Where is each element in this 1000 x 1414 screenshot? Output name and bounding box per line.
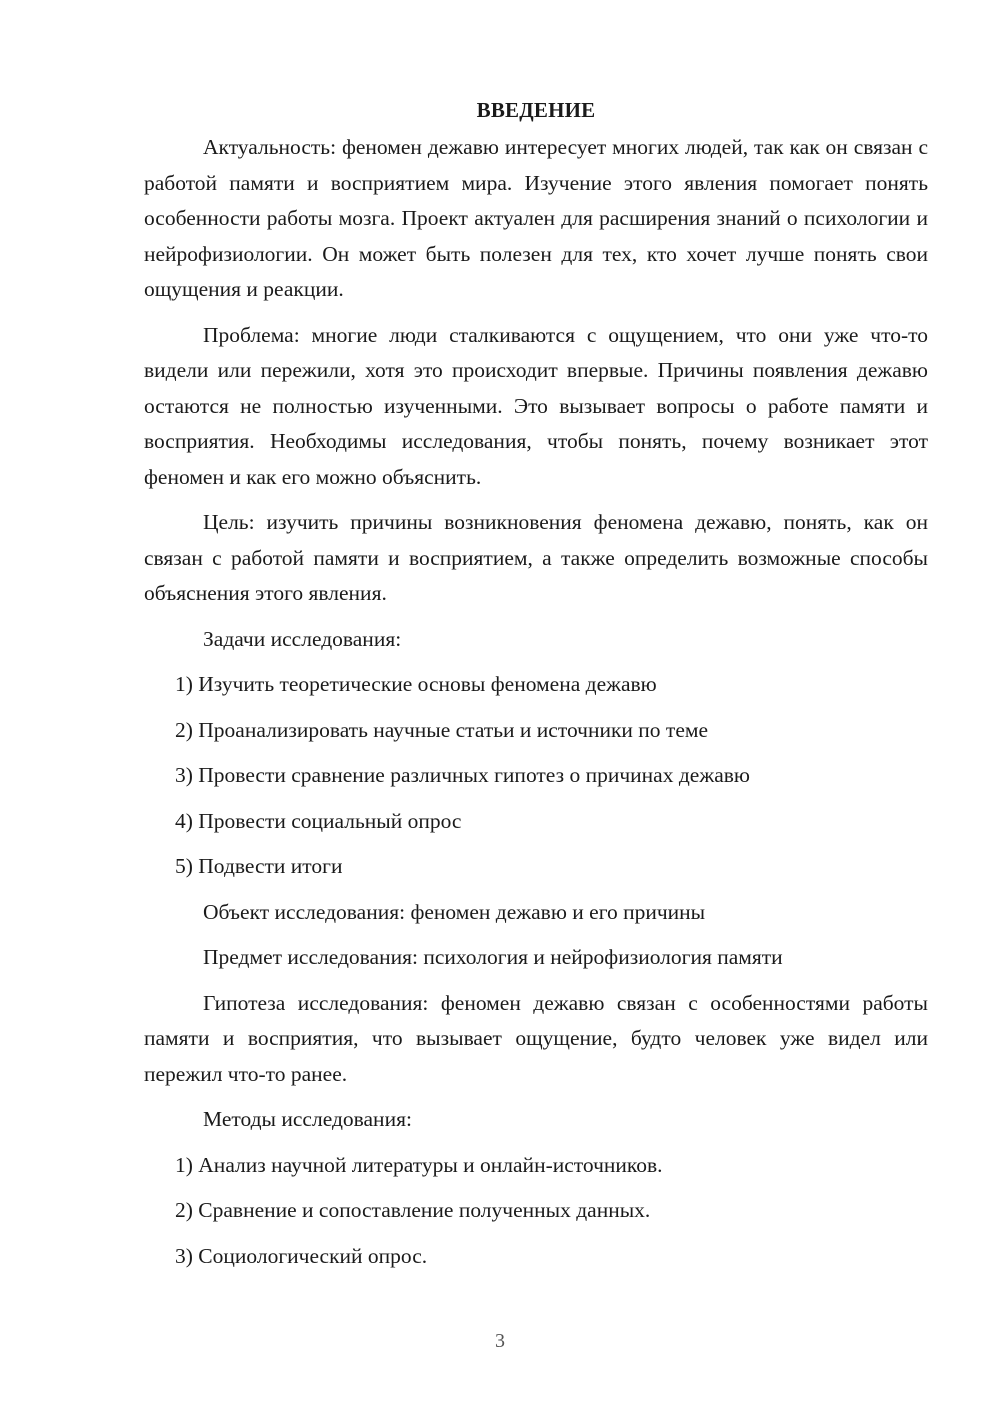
goal-paragraph: Цель: изучить причины возникновения феномена дежавю, понять, как он связан с работой памяти и восприятием, а также определить возможные способы объяснения этого явления. bbox=[144, 510, 928, 605]
list-item: 4) Провести социальный опрос bbox=[175, 808, 462, 833]
document-page bbox=[144, 92, 928, 1322]
list-item: 3) Провести сравнение различных гипотез о причинах дежавю bbox=[175, 763, 750, 787]
list-item: 2) Проанализировать научные статьи и источники по теме bbox=[175, 717, 709, 742]
list-item: 2) Сравнение и сопоставление полученных данных. bbox=[175, 1198, 651, 1222]
methods-label: Методы исследования: bbox=[203, 1107, 412, 1131]
relevance-paragraph: Актуальность: феномен дежавю интересует многих людей, так как он связан с работой памяти и восприятием мира. Изучение этого явления помогает понять особенности работы мозга. Проект актуален для расширения знаний о психологии и нейрофизиологии. Он может быть полезен для тех, кто хочет лучше понять свои ощущения и реакции. bbox=[144, 135, 928, 301]
list-item: 3) Социологический опрос. bbox=[175, 1243, 428, 1268]
list-item: 5) Подвести итоги bbox=[175, 854, 343, 878]
section-title: ВВЕДЕНИЕ bbox=[476, 98, 596, 122]
list-item: 1) Изучить теоретические основы феномена дежавю bbox=[175, 672, 657, 696]
subject-line: Предмет исследования: психология и нейрофизиология памяти bbox=[203, 945, 783, 969]
list-item: 1) Анализ научной литературы и онлайн-источников. bbox=[175, 1152, 663, 1177]
tasks-list bbox=[144, 667, 928, 885]
problem-paragraph: Проблема: многие люди сталкиваются с ощущением, что они уже что-то видели или пережили, хотя это происходит впервые. Причины появления дежавю остаются не полностью изученными. Это вызывает вопросы о работе памяти и восприятия. Необходимы исследования, чтобы понять, почему возникает этот феномен и как его можно объяснить. bbox=[144, 322, 928, 489]
page-number: 3 bbox=[495, 1330, 505, 1352]
object-line: Объект исследования: феномен дежавю и его причины bbox=[203, 899, 706, 924]
methods-list bbox=[144, 1148, 928, 1275]
hypothesis-paragraph: Гипотеза исследования: феномен дежавю связан с особенностями работы памяти и восприятия, что вызывает ощущение, будто человек уже видел или пережил что-то ранее. bbox=[144, 990, 928, 1086]
tasks-label: Задачи исследования: bbox=[203, 626, 402, 651]
